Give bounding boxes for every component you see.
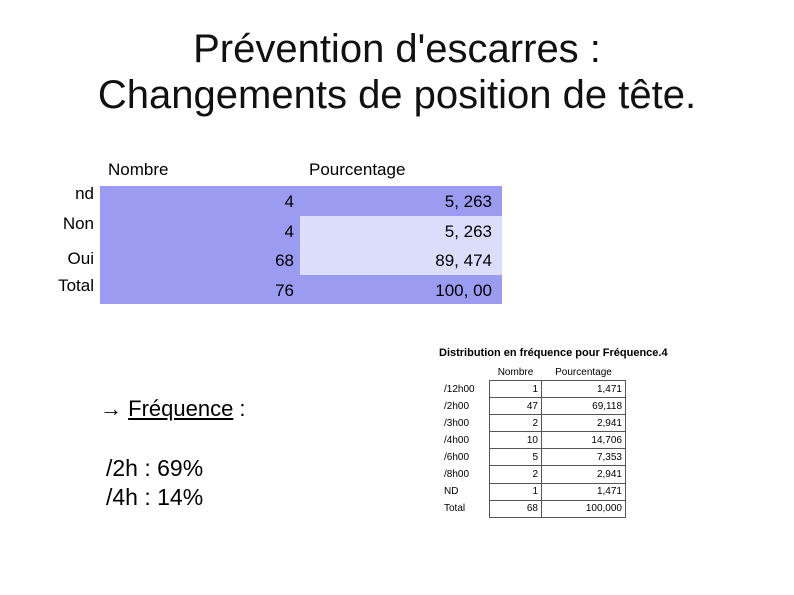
main-table [100,186,502,304]
row-label-oui: Oui [67,249,94,268]
frequence-line-2h: /2h : 69% [106,455,204,481]
table-row: Total 68 100,000 [441,500,626,517]
pourcentage-cell: 100, 00 [300,275,502,305]
pourcentage-cell: 89, 474 [300,245,502,275]
nombre-cell: 68 [200,245,400,275]
pourcentage-cell: 5, 263 [300,186,502,216]
nombre-cell: 4 [200,216,400,246]
distribution-table [441,365,626,518]
row-label-nd: nd [75,184,94,203]
frequence-label: Fréquence [128,396,234,421]
nombre-cell: 76 [200,275,400,305]
distribution-col-nombre: Nombre [497,367,534,378]
table-row: /8h00 2 2,941 [441,466,626,483]
row-label-non: Non [62,214,94,233]
distribution-title: Distribution en fréquence pour Fréquence.4 [439,347,668,359]
arrow-icon: → [100,396,122,421]
table-row: /6h00 5 7,353 [441,449,626,466]
table-row: /2h00 47 69,118 [441,398,626,415]
column-header-nombre: Nombre [108,160,169,179]
distribution-header-row [441,365,626,381]
table-row: /12h00 1 1,471 [441,381,626,398]
row-label-total: Total [58,276,94,295]
pourcentage-cell: 5, 263 [300,216,502,246]
table-row: ND 1 1,471 [441,483,626,500]
table-row [100,275,502,305]
title-line-1: Prévention d'escarres : [193,27,601,71]
table-row: /3h00 2 2,941 [441,415,626,432]
frequence-heading [100,396,246,422]
table-row [100,216,502,246]
column-header-pourcentage: Pourcentage [309,160,406,179]
table-row: /4h00 10 14,706 [441,432,626,449]
nombre-cell: 4 [200,186,400,216]
table-row [100,186,502,216]
title-line-2: Changements de position de tête. [97,73,697,117]
frequence-line-4h: /4h : 14% [106,484,204,510]
frequence-colon: : [233,396,246,421]
slide-title [0,26,794,118]
table-row [100,245,502,275]
distribution-col-pourcentage: Pourcentage [555,367,612,378]
